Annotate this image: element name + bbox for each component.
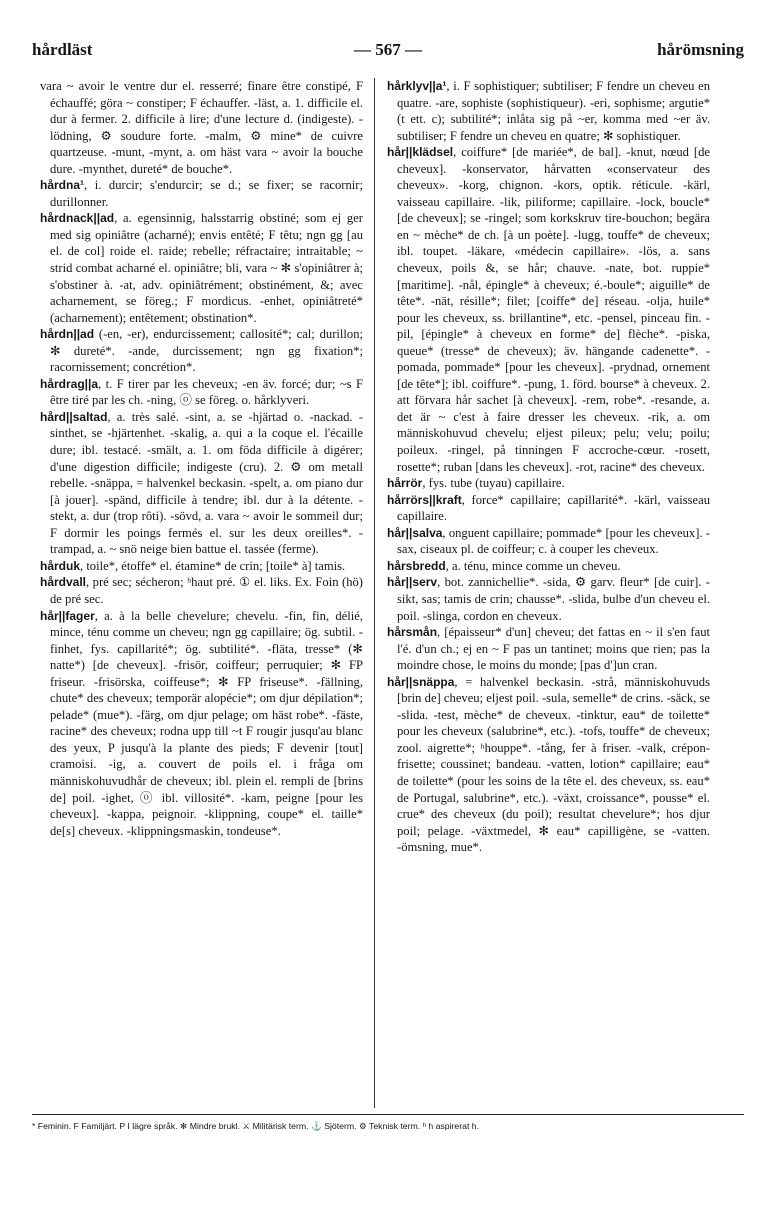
header-left-guideword: hårdläst [32, 40, 93, 59]
left-column [40, 78, 363, 1108]
footnote-rule [32, 1114, 744, 1115]
dictionary-entry [387, 574, 710, 624]
entry-headword: hår||klädsel [387, 145, 454, 160]
dictionary-entry [387, 475, 710, 492]
dictionary-entry [387, 525, 710, 558]
entry-headword: hårduk [40, 558, 81, 573]
entry-headword: hår||salva [387, 525, 443, 540]
entry-text: , a. egensinnig, halsstarrig obstiné; som ej ger med sig opiniâtre (acharné); envis entêté; F têtu; ngn gg [au el. de col] roide el. raide; rebelle; réfractaire; intraitable; ~ strid combat acharné el. opiniâtre; bli, vara ~ ✻ s'opiniâtrer à; s'obstiner à. -at, adv. opiniâtrément; obstinément, &; avec acharnement, se föreg.; F mordicus. -enhet, opiniâtreté* (acharnement); entêtement; obstination*. [50, 211, 363, 325]
entry-headword: hårdn||ad [40, 327, 95, 342]
entry-text: (-en, -er), endurcissement; callosité*; cal; durillon; ✻ dureté*. -ande, durcissement; ngn gg fixation*; racornissement; concrétion*. [50, 327, 363, 375]
entry-text: , i. F sophistiquer; subtiliser; F fendre un cheveu en quatre. -are, sophiste (sophistiqueur). -eri, sophisme; argutie* (t ett. c); subtilité*; inlåta sig på ~er, komma med ~er äv. subtiliser; F fendre un cheveu en quatre; ✻ sophistiquer. [397, 79, 710, 143]
entry-text: , a. ténu, mince comme un cheveu. [445, 558, 621, 573]
dictionary-entry [40, 409, 363, 558]
entry-text: , i. durcir; s'endurcir; se d.; se fixer; se racornir; durillonner. [50, 178, 363, 209]
dictionary-entry [40, 177, 363, 210]
entry-text: , onguent capillaire; pommade* [pour les cheveux]. -sax, ciseaux pl. de coiffeur; c. à couper les cheveux. [397, 525, 710, 557]
page-header [32, 40, 744, 66]
dictionary-entry [40, 608, 363, 840]
entry-text: , fys. tube (tuyau) capillaire. [422, 476, 565, 491]
entry-headword: hårklyv||a¹ [387, 79, 447, 93]
dictionary-entry [40, 574, 363, 607]
entry-headword: hår||snäppa [387, 674, 455, 689]
entry-headword: hårdnack||ad [40, 211, 115, 226]
entry-headword: hårdrag||a [40, 376, 99, 391]
entry-text: , pré sec; sécheron; ʰhaut pré. ① el. liks. Ex. Foin (hö) de pré sec. [50, 575, 363, 606]
entry-headword: hårdvall [40, 575, 87, 590]
entry-headword: hård||saltad [40, 409, 108, 424]
entry-text: vara ~ avoir le ventre dur el. resserré; finare être constipé, F échauffé; göra ~ constiper; F échauffer. -läst, a. 1. difficile el. dur à fermer. 2. difficile à lire; d'une lecture d. (indigeste). -lödning, ⚙ soudure forte. -malm, ⚙ mine* de cuivre quartzeuse. -munt, -mynt, a. om häst vara ~ avoir la bouche dure. -mynthet, dureté* de bouche*. [40, 79, 363, 176]
entry-text: , a. à la belle chevelure; chevelu. -fin, fin, délié, mince, ténu comme un cheveu; ngn gg capillaire; ög. subtil. -finhet, fys. capillarité*; ög. subtilité*. -fläta, tresse* (✻ natte*) [de cheveux]. -frisör, coiffeur; perruquier; ✻ FP friseur. -frisörska, coiffeuse*; ✻ FP friseuse*. -fällning, chute* des cheveux; temporär alopécie*; om djur dépilation*; pelade* (mue*). -färg, om djur pelage; om häst robe*. -fäste, racine* des cheveux; rodna upp till ~t F rougir jusqu'au blanc des yeux, P jusqu'à la plante des pieds; F devenir [tout] cramoisi. -ig, a. couvert de poils el. i fråga om människohuvudhår de cheveux; ibl. plein el. rempli de [brins de] poil. -ighet, ⓞ ibl. villosité*. -kam, peigne [pour les cheveux]. -kappa, peignoir. -klippning, coupe* el. taille* de[s] cheveux. -klippningsmaskin, tondeuse*. [50, 608, 363, 838]
entry-text: , bot. zannichellie*. -sida, ⚙ garv. fleur* [de cuir]. -sikt, sas; tamis de crin; chausse*. -slida, bulbe d'un cheveu el. poil. -slinga, cordon en cheveux. [397, 575, 710, 623]
page-number: — 567 — [354, 40, 422, 59]
entry-headword: hårrör [387, 476, 423, 491]
entry-headword: hårsmån [387, 625, 438, 640]
entry-text: , force* capillaire; capillarité*. -kärl, vaisseau capillaire. [397, 492, 710, 524]
dictionary-entry [387, 78, 710, 144]
entry-headword: hår||fager [40, 608, 95, 623]
dictionary-entry [40, 78, 363, 177]
entry-headword: hårdna¹ [40, 178, 85, 193]
dictionary-entry [40, 210, 363, 326]
entry-text: , toile*, étoffe* el. étamine* de crin; [toile* à] tamis. [80, 558, 346, 573]
dictionary-entry [387, 144, 710, 475]
header-right-guideword: hårömsning [657, 40, 744, 59]
dictionary-entry [40, 376, 363, 409]
entry-text: , a. très salé. -sint, a. se -hjärtad o. -nackad. -sinthet, se -hjärtenhet. -skalig, a. qui a la coque el. l'écaille dure; ibl. testacé. -smält, a. 1. om föda difficile à digérer; d'une digestion difficile; indigeste (cru). 2. ⚙ om metall rebelle. -snäppa, = halvenkel beckasin. -spelt, a. om piano dur [à jouer]. -spänd, difficile à tendre; ibl. dur à la détente. -stekt, a. dur (trop rôti). -sövd, a. vara ~ avoir le sommeil dur; F dormir les poings fermés el. sur les deux oreilles*. -trampad, a. ~ snö neige bien battue el. tassée (ferme). [50, 409, 363, 557]
dictionary-entry [387, 624, 710, 674]
entry-headword: hår||serv [387, 575, 438, 590]
dictionary-entry [387, 674, 710, 856]
right-column [387, 78, 710, 1108]
entry-headword: hårsbredd [387, 558, 446, 573]
footnote-legend: * Feminin. F Familjärt. P I lägre språk. ✻ Mindre brukl. ⚔ Militärisk term. ⚓ Sjöterm. ⚙ Teknisk term. ʰ h aspirerat h. [32, 1121, 480, 1131]
entry-headword: hårrörs||kraft [387, 492, 462, 507]
dictionary-entry [387, 492, 710, 525]
dictionary-entry [40, 326, 363, 376]
entry-text: , coiffure* [de mariée*, de bal]. -knut, nœud [de cheveux]. -konservator, hårvatten «conservateur des cheveux». -korg, chignon. -kors, optik. réticule. -kärl, vaisseau capillaire. -lik, piliforme; capillaire. -lock, boucle* [de cheveux]; se -ringel; som korkskruv tire-bouchon; begära en ~ mèche* de ch. [à un poète]. -lugg, touffe* de cheveux; ibl. toupet. -läkare, «médecin capillaire». -lös, a. sans cheveux, poils &, se hår; chauve. -nate, bot. ruppie* [maritime]. -nål, épingle* à cheveux; é.-boule*; aiguille* de tête*. -nät, résille*; filet; [coiffe* de] réseau. -olja, huile* pour les cheveux, ss. brillantine*, etc. -pensel, pinceau fin. -pil, [épingle* à cheveux en forme* de] flèche*. -piska, queue* (tresse* de cheveux); äv. hängande cadenette*. -pomada, pommade* [pour les cheveux]. -prydnad, ornement [de tête*]; ibl. coiffure*. -pung, 1. förd. bourse* à cheveux. 2. att förvara hår sachet [à cheveux]. -rem, robe*. -resande, a. det är ~ c'est à faire dresser les cheveux. -rik, a. om människohuvud chevelu; eljest pileux; pelu; velu; poilu; poileux. -ringel, på tinningen F accroche-cœur. -rosett, rosette*; ruban [dans les cheveux]. -rot, racine* des cheveux. [397, 145, 710, 474]
entry-text: , = halvenkel beckasin. -strå, människohuvuds [brin de] cheveu; eljest poil. -sula, semelle* de crins. -säck, se -slida. -test, mèche* de cheveux. -tinktur, eau* de toilette* pour les cheveux (salubrine*, etc.). -tofs, touffe* de cheveux; zool. aigrette*; ʰhouppe*. -tång, fer à friser. -valk, crépon-frisette; coussinet; bandeau. -vatten, lotion* capillaire; eau* de toilette* (pour les soins de la tête el. des cheveux, ss. eau* de Portugal, salubrine*, etc.). -växt, croissance*, pousse* el. crue* des cheveux (du poil); resultat chevelure*; hos djur poil; pelage. -växtmedel, ✻ eau* capilligène, se -vatten. -ömsning, mue*. [397, 674, 710, 855]
entry-text: , [épaisseur* d'un] cheveu; det fattas en ~ il s'en faut l'é. d'un ch.; ej en ~ F pas un tantinet; moins que rien; pas la moindre chose, le moins du monde; [pas d']un cran. [397, 625, 710, 673]
entry-text: , t. F tirer par les cheveux; -en äv. forcé; dur; ~s F être tiré par les ch. -ning, ⓞ se föreg. o. hårklyveri. [50, 376, 363, 408]
column-divider [374, 78, 375, 1108]
dictionary-entry [387, 558, 710, 575]
dictionary-entry [40, 558, 363, 575]
